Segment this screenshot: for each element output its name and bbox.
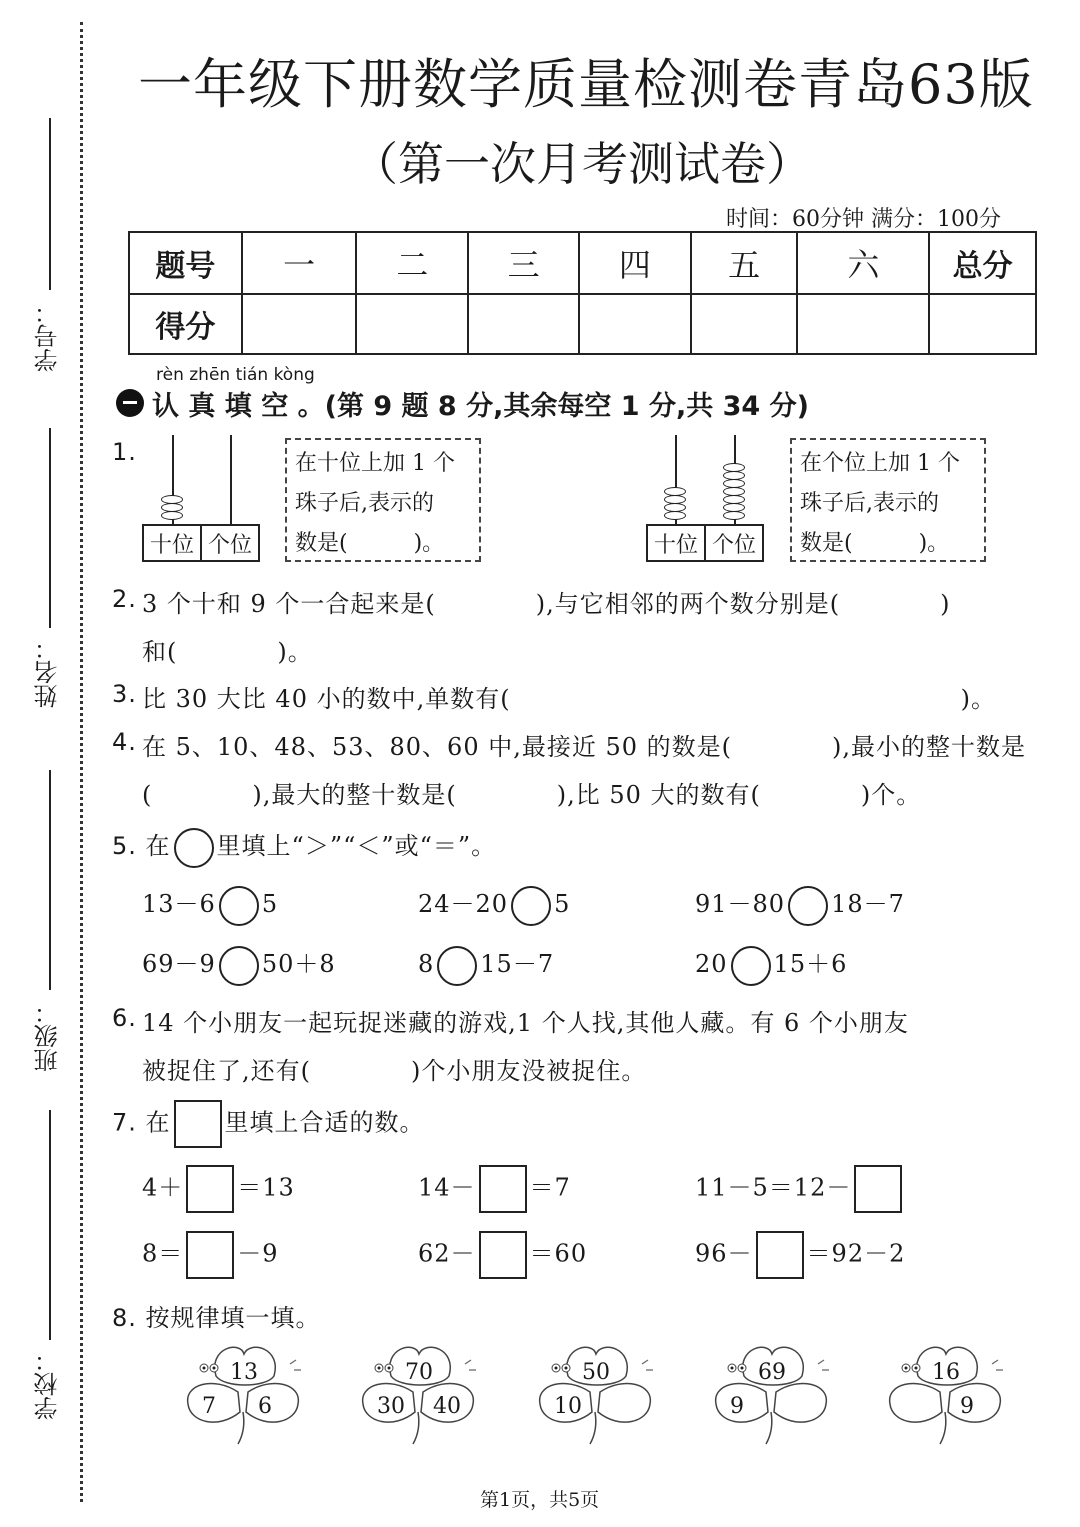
q5-prefix: 在 [145,832,171,860]
expr-left: 8 [418,950,435,978]
answer-box[interactable] [854,1165,902,1213]
comparison-circle[interactable] [219,886,259,926]
answer-box[interactable] [186,1165,234,1213]
section1-pinyin: rèn zhēn tián kòng [156,365,315,385]
expr-right: 5 [261,890,279,918]
prompt-line: 在十位上加 1 个 [295,451,455,476]
q5-item [695,884,905,926]
q4-line2[interactable]: ( ),最大的整十数是( ),比 50 大的数有( )个。 [142,781,922,809]
comparison-circle[interactable] [511,886,551,926]
section1-title: 认 真 填 空 。(第 9 题 8 分,其余每空 1 分,共 34 分) [152,391,809,422]
clover-figure [353,1340,483,1448]
q5-number: 5. [112,832,137,860]
q2-line2[interactable]: 和( )。 [142,638,313,666]
q5-suffix: 里填上“＞”“＜”或“＝”。 [216,832,497,860]
answer-box[interactable] [186,1231,234,1279]
q7-item [418,1165,571,1213]
q7-prompt [112,1100,425,1148]
q7-item [695,1165,905,1213]
q3-text[interactable]: 比 30 大比 40 小的数中,单数有( )。 [142,685,996,713]
clover-figure [178,1340,308,1448]
q2-number: 2. [112,585,137,613]
clover-number-top: 13 [230,1360,258,1385]
expr-right: 15－7 [480,950,555,978]
q7-number: 7. [112,1108,137,1137]
expr-right: ＝60 [529,1239,588,1268]
clover-number-right: 9 [960,1394,974,1419]
school-label: 学校： [34,1348,62,1420]
q7-item [142,1231,279,1279]
expr-right: 50＋8 [261,950,336,978]
score-table-col: 六 [797,232,929,294]
clover-number-left: 10 [554,1394,582,1419]
comparison-circle[interactable] [731,946,771,986]
tens-label: 十位 [149,532,194,558]
q1-left-prompt-box [285,438,481,562]
expr-right: ＝7 [529,1173,571,1202]
score-table-col: 二 [356,232,468,294]
clover-figure [706,1340,836,1448]
score-table [128,231,1037,355]
q6-line2[interactable]: 被捉住了,还有( )个小朋友没被捉住。 [142,1057,647,1085]
score-cell[interactable] [579,294,691,354]
score-cell[interactable] [797,294,929,354]
comparison-circle[interactable] [219,946,259,986]
clover-figure [880,1340,1010,1448]
q7-item [695,1231,905,1279]
answer-box[interactable] [479,1165,527,1213]
answer-box[interactable] [756,1231,804,1279]
expr-right: ＝92－2 [806,1239,906,1268]
score-table-col: 一 [242,232,357,294]
bead [723,511,745,520]
clover-number-top: 69 [758,1360,786,1385]
abacus-base [142,524,260,562]
prompt-line: 珠子后,表示的 [800,491,939,516]
expr-left: 96－ [695,1239,753,1268]
tens-label: 十位 [653,532,698,558]
expr-left: 11－5＝12－ [695,1173,852,1202]
score-cell[interactable] [356,294,468,354]
expr-left: 91－80 [695,890,786,918]
clover-figure [530,1340,660,1448]
score-table-col: 五 [691,232,798,294]
score-table-score-row [129,294,1036,354]
score-table-col: 三 [468,232,579,294]
class-blank-line [49,770,51,990]
score-cell[interactable] [468,294,579,354]
expr-right: 18－7 [831,890,905,918]
q3-number: 3. [112,680,137,708]
ones-label: 个位 [200,526,258,560]
expr-right: 5 [554,890,571,918]
q8-prompt [112,1298,321,1333]
clover-icon [706,1340,836,1448]
answer-box-example [174,1100,222,1148]
q5-item [142,884,278,926]
score-table-score-label: 得分 [129,294,242,354]
q4-line1[interactable]: 在 5、10、48、53、80、60 中,最接近 50 的数是( ),最小的整十数是 [142,733,1027,761]
q7-prefix: 在 [145,1108,171,1137]
score-cell[interactable] [929,294,1036,354]
score-table-col-total: 总分 [929,232,1036,294]
clover-number-top: 16 [932,1360,960,1385]
expr-left: 8＝ [142,1239,184,1268]
prompt-line[interactable]: 数是( )。 [800,531,950,556]
ones-label: 个位 [704,526,762,560]
clover-icon [178,1340,308,1448]
q8-text: 按规律填一填。 [145,1304,321,1332]
clover-icon [530,1340,660,1448]
binding-dashed-line [80,22,83,1502]
clover-number-left: 30 [377,1394,405,1419]
student-id-label: 学号： [34,300,62,372]
q6-line1: 14 个小朋友一起玩捉迷藏的游戏,1 个人找,其他人藏。有 6 个小朋友 [142,1009,909,1037]
expr-left: 4＋ [142,1173,184,1202]
comparison-circle[interactable] [788,886,828,926]
answer-box[interactable] [479,1231,527,1279]
prompt-line[interactable]: 数是( )。 [295,531,445,556]
q6-number: 6. [112,1004,137,1032]
expr-left: 13－6 [142,890,216,918]
page-title: 一年级下册数学质量检测卷青岛63版 [138,53,1034,116]
expr-left: 69－9 [142,950,216,978]
clover-icon [880,1340,1010,1448]
score-table-header-label: 题号 [129,232,242,294]
score-cell[interactable] [242,294,357,354]
bead [664,511,686,520]
clover-number-left: 9 [730,1394,744,1419]
expr-right: －9 [237,1239,279,1268]
clover-icon [353,1340,483,1448]
expr-right: ＝13 [237,1173,295,1202]
expr-right: 15＋6 [773,950,848,978]
expr-left: 14－ [418,1173,476,1202]
name-blank-line [49,428,51,628]
score-table-col: 四 [579,232,691,294]
score-table-header-row [129,232,1036,294]
clover-number-right: 40 [433,1394,461,1419]
clover-number-left: 7 [202,1394,216,1419]
score-cell[interactable] [691,294,798,354]
q5-item [142,944,336,986]
abacus-base [646,524,764,562]
comparison-circle-example [174,828,214,868]
q5-item [418,944,554,986]
q8-number: 8. [112,1304,137,1332]
q4-number: 4. [112,728,137,756]
section-number-badge [116,389,144,417]
student-id-blank-line [49,118,51,290]
comparison-circle[interactable] [437,946,477,986]
page-subtitle: （第一次月考测试卷） [352,137,812,191]
prompt-line: 在个位上加 1 个 [800,451,960,476]
q5-item [418,884,570,926]
expr-left: 24－20 [418,890,509,918]
bead [161,511,183,520]
clover-number-top: 70 [405,1360,433,1385]
q1-right-prompt-box [790,438,986,562]
expr-left: 20 [695,950,728,978]
q1-number: 1. [112,438,137,466]
expr-left: 62－ [418,1239,476,1268]
q7-suffix: 里填上合适的数。 [224,1108,425,1137]
q2-line1[interactable]: 3 个十和 9 个一合起来是( ),与它相邻的两个数分别是( ) [142,590,951,618]
class-label: 班级： [34,1000,62,1072]
name-label: 姓名： [34,636,62,708]
q5-prompt [112,826,496,868]
q7-item [418,1231,587,1279]
clover-number-right: 6 [258,1394,272,1419]
prompt-line: 珠子后,表示的 [295,491,434,516]
clover-number-top: 50 [582,1360,610,1385]
time-info: 时间：60分钟 满分：100分 [726,207,1001,232]
school-blank-line [49,1110,51,1340]
page-footer: 第1页，共5页 [480,1489,600,1511]
q7-item [142,1165,295,1213]
q5-item [695,944,847,986]
abacus-rod-ones [230,435,232,525]
